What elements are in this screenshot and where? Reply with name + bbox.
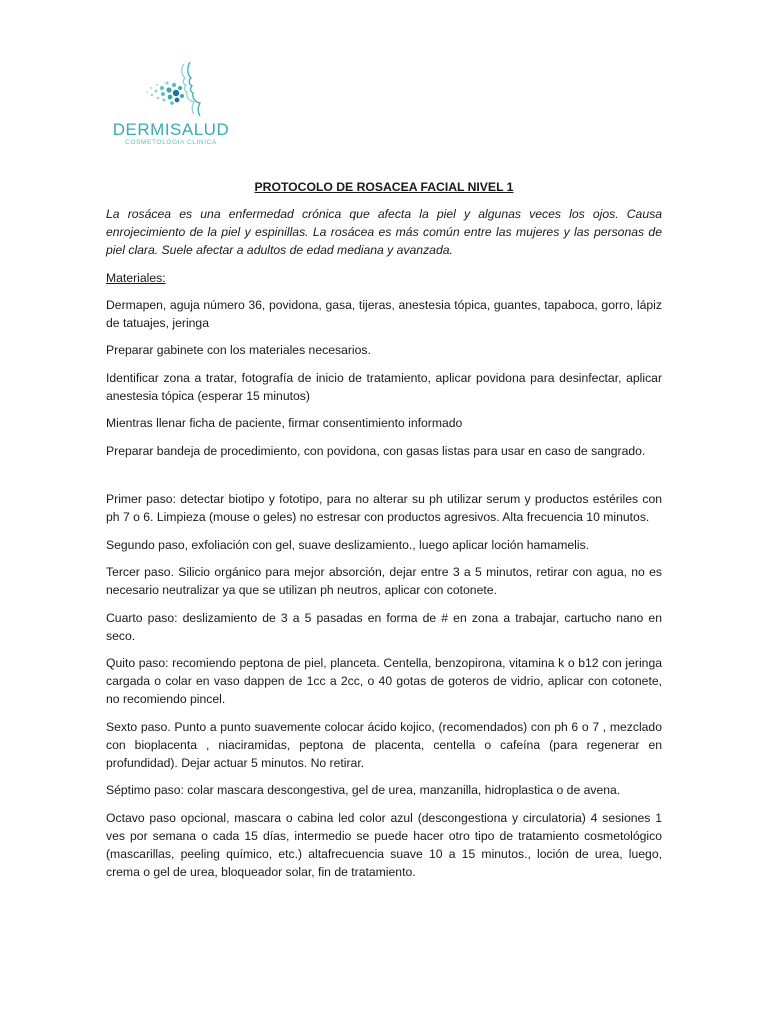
step-4: Cuarto paso: deslizamiento de 3 a 5 pasadas en forma de # en zona a trabajar, cartucho nano en seco.	[106, 610, 662, 643]
prep-step-4: Preparar bandeja de procedimiento, con povidona, con gasas listas para usar en caso de sangrado.	[106, 443, 646, 458]
logo-brand-part1: DERMI	[112, 120, 171, 139]
step-3: Tercer paso. Silicio orgánico para mejor absorción, dejar entre 3 a 5 minutos, retirar con agua, no es necesario neutralizar ya que se utilizan ph neutros, aplicar con cotonete.	[106, 565, 662, 597]
step-8: Octavo paso opcional, mascara o cabina led color azul (descongestiona y circulatoria) 4 sesiones 1 ves por semana o cada 15 días, intermedio se puede hacer otro tipo de tratamiento cosmetológico (mascarillas, peeling químico, etc.) altafrecuencia suave 10 a 15 minutos., loción de urea, luego, crema o gel de urea, bloqueador solar, fin de tratamiento.	[106, 810, 662, 879]
document-title	[106, 178, 662, 196]
logo-brand-part2: SALUD	[170, 120, 230, 139]
face-profile-dots-icon	[106, 50, 236, 120]
step-1: Primer paso: detectar biotipo y fototipo, para no alterar su ph utilizar serum y productos estériles con ph 7 o 6. Limpieza (mouse o geles) no estresar con productos agresivos. Alta frecuencia 10 minutos.	[106, 492, 662, 524]
logo-brand-name	[106, 120, 236, 140]
prep-step-2: Identificar zona a tratar, fotografía de inicio de tratamiento, aplicar povidona para desinfectar, aplicar anestesia tópica (esperar 15 minutos)	[106, 370, 662, 403]
step-6: Sexto paso. Punto a punto suavemente colocar ácido kojico, (recomendados) con ph 6 o 7 , mezclado con bioplacenta , niaciramidas, peptona de placenta, centella o cafeína (para regenerar en profundidad). Dejar actuar 5 minutos. No retirar.	[106, 719, 662, 770]
document-title-text: PROTOCOLO DE ROSACEA FACIAL NIVEL 1	[254, 180, 514, 194]
materials-list: Dermapen, aguja número 36, povidona, gasa, tijeras, anestesia tópica, guantes, tapaboca, gorro, lápiz de tatuajes, jeringa	[106, 297, 662, 330]
prep-step-3: Mientras llenar ficha de paciente, firmar consentimiento informado	[106, 416, 463, 430]
step-5: Quito paso: recomiendo peptona de piel, planceta. Centella, benzopirona, vitamina k o b12 con jeringa cargada o colar en vaso dappen de 1cc a 2cc, o 40 gotas de goteros de vidrio, aplicar con cotonete, no recomiendo pincel.	[106, 656, 662, 706]
step-7: Séptimo paso: colar mascara descongestiva, gel de urea, manzanilla, hidroplastica o de avena.	[106, 783, 621, 797]
brand-logo	[106, 50, 236, 175]
materials-heading: Materiales:	[106, 270, 166, 285]
step-2: Segundo paso, exfoliación con gel, suave deslizamiento., luego aplicar loción hamamelis.	[106, 537, 590, 552]
section-spacer	[106, 469, 662, 490]
prep-step-1: Preparar gabinete con los materiales necesarios.	[106, 343, 371, 357]
logo-tagline: COSMETOLOGIA CLINICA	[125, 139, 217, 146]
intro-paragraph: La rosácea es una enfermedad crónica que afecta la piel y algunas veces los ojos. Causa enrojecimiento de la piel y espinillas. La rosácea es más común entre las mujeres y las personas de piel clara. Suele afectar a adultos de edad mediana y avanzada.	[106, 207, 662, 257]
document-body	[106, 178, 662, 890]
